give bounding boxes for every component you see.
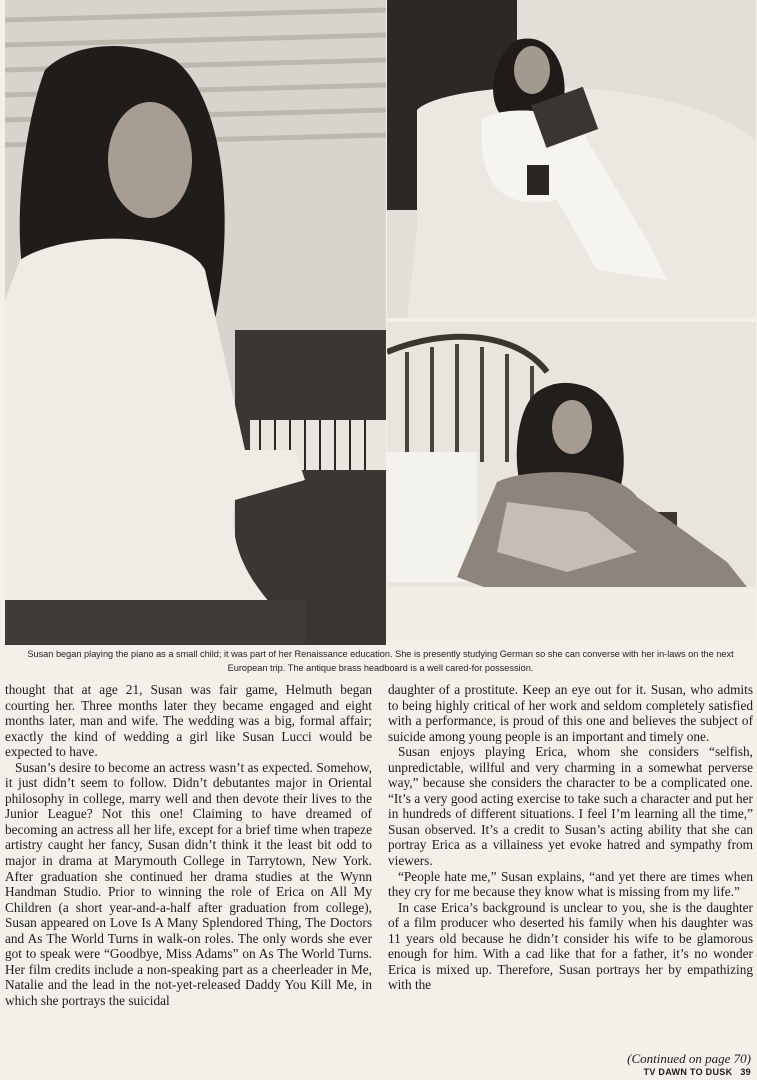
page-footer: [644, 1067, 751, 1077]
reading-photo: [387, 0, 756, 318]
paragraph: Susan enjoys playing Erica, whom she considers “selfish, unpredictable, willful and very charming in a somewhat perverse way,” because she considers the character to be a complicated one. “It’s a very good acting exercise to take such a character and put her in hundreds of different situations. I feel I’m learning all the time,” Susan observed. It’s a credit to Susan’s acting ability that she can portray Erica as a villainess yet evoke hatred and sympathy from viewers.: [388, 744, 753, 869]
paragraph: “People hate me,” Susan explains, “and yet there are times when they cry for me because they know what is missing from my life.”: [388, 868, 753, 900]
continued-note: (Continued on page 70): [627, 1051, 751, 1066]
photo-caption: Susan began playing the piano as a small child; it was part of her Renaissance education. She is presently studying German so she can converse with her in-laws on the next European trip. The antique brass headboard is a well cared-for possession.: [27, 649, 734, 673]
paragraph: Susan’s desire to become an actress wasn’t as expected. Somehow, it just didn’t seem to follow. Didn’t debutantes major in Oriental philosophy in college, marry well and then devote their lives to the Junior League? Not this one! Claiming to have dreamed of becoming an actress all her life, except for a brief time when trapeze artistry caught her fancy, Susan didn’t think it the least bit odd to major in drama at Marymouth College in Tarrytown, New York. After graduation she continued her drama studies at the Wynn Handman Studio. Prior to winning the role of Erica on All My Children (a short year-and-a-half after graduation from college), Susan appeared on Love Is A Many Splendored Thing, The Doctors and As The World Turns in walk-on roles. The only words she ever got to speak were “Goodbye, Miss Adams” on As The World Turns. Her film credits include a non-speaking part as a cheerleader in Me, Natalie and the lead in the not-yet-released Daddy You Kill Me, in which she portrays the suicidal: [5, 759, 372, 1008]
paragraph: daughter of a prostitute. Keep an eye out for it. Susan, who admits to being highly critical of her work and seldom completely satisfied with a performance, is proud of this one and believes the subject of suicide among young people is an important and timely one.: [388, 682, 753, 744]
piano-photo: [5, 0, 386, 645]
article-column-left: [5, 682, 372, 1008]
bed-photo: [387, 322, 756, 645]
page-number: 39: [740, 1067, 751, 1077]
paragraph: In case Erica’s background is unclear to you, she is the daughter of a film producer who deserted his family when his daughter was 11 years old because he didn’t consider his wife to be glamorous enough for him. With a cad like that for a father, it’s no wonder Erica is mixed up. Therefore, Susan portrays her by empathizing with the: [388, 899, 753, 993]
paragraph: thought that at age 21, Susan was fair game, Helmuth began courting her. Three months later they became engaged and eight months later, man and wife. The wedding was a big, formal affair; exactly the kind of wedding a girl like Susan Lucci would be expected to have.: [5, 682, 372, 760]
publication-name: TV DAWN TO DUSK: [643, 1067, 733, 1077]
article-column-right: [388, 682, 753, 993]
